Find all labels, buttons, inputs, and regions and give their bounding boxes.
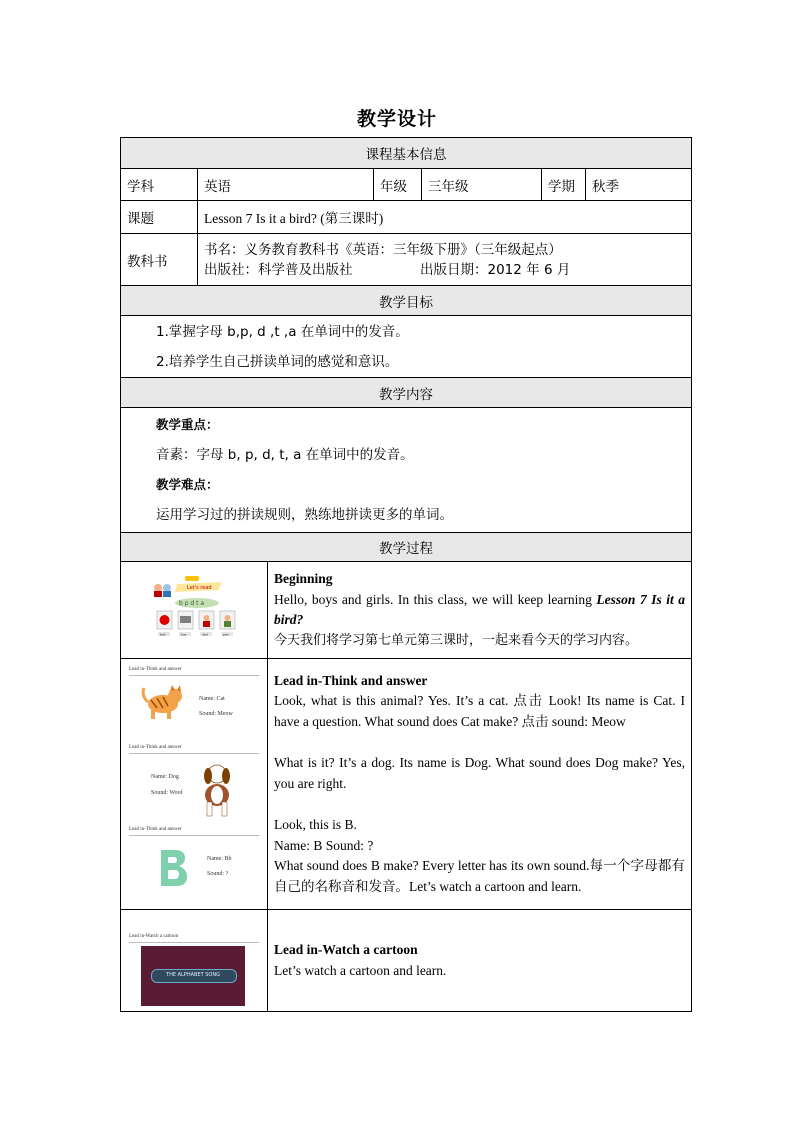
beginning-chinese: 今天我们将学习第七单元第三课时，一起来看今天的学习内容。 [274,632,639,648]
slide-word: bus [181,632,187,637]
beginning-slide-image [121,562,267,654]
slide-title: Lead in-Watch a cartoon [129,933,179,939]
topic-value: Lesson 7 Is it a bird? (第三课时) [198,201,692,234]
key-point-text: 音素：字母 b, p, d, t, a 在单词中的发音。 [156,447,414,463]
goals-list [121,316,692,378]
section-header-goals: 教学目标 [121,286,692,316]
think-paragraph: What is it? It’s a dog. Its name is Dog. What sound does Dog make? Yes, you are right. [274,755,686,791]
section-header-content: 教学内容 [121,378,692,408]
subject-value: 英语 [198,169,374,201]
letter-b-icon [157,848,189,888]
slide-cat [127,666,261,744]
slide-sound: Sound: ? [207,871,229,877]
section-header-basic: 课程基本信息 [121,138,692,169]
section-header-process: 教学过程 [121,533,692,562]
slide-name: Name: Bb [207,856,232,862]
publish-date: 出版日期：2012 年 6 月 [420,261,571,278]
think-text [268,659,692,910]
think-slides-cell [121,659,268,910]
slide-dog [127,744,261,826]
think-paragraph: What sound does B make? Every letter has its own sound.每一个字母都有自己的名称音和发音。Let’s watch a cartoon and learn. [274,858,686,894]
term-label: 学期 [542,169,586,201]
dog-icon [199,762,235,818]
slide-sound: Sound: Woof [151,790,183,796]
beginning-greeting: Hello, boys and girls. In this class, we will keep learning [274,591,597,607]
cartoon-title: Lead in-Watch a cartoon [274,942,418,957]
difficulty-label: 教学难点： [156,477,219,492]
difficulty-text: 运用学习过的拼读规则，熟练地拼读更多的单词。 [156,507,453,523]
cartoon-slide-cell [121,910,268,1012]
textbook-label: 教科书 [121,234,198,286]
think-title: Lead in-Think and answer [274,672,428,688]
cartoon-video-thumbnail[interactable] [141,946,245,1006]
slide-title: Lead in-Think and answer [129,827,182,832]
beginning-paragraph [274,590,685,631]
think-paragraph: Name: B Sound: ? [274,837,374,853]
grade-label: 年级 [374,169,422,201]
cartoon-text [268,910,692,1012]
topic-label: 课题 [121,201,198,234]
publisher: 出版社：科学普及出版社 [204,261,353,278]
textbook-title: 书名：义务教育教科书《英语：三年级下册》（三年级起点） [204,241,562,258]
cat-icon [141,684,185,722]
key-point-label: 教学重点： [156,417,219,432]
slide-name: Name: Cat [199,696,225,702]
publisher-row [204,260,685,280]
lesson-plan-table [120,137,692,1012]
textbook-info [198,234,692,286]
grade-value: 三年级 [422,169,542,201]
slide-b [127,826,261,906]
slide-name: Name: Dog [151,774,179,780]
cartoon-paragraph: Let’s watch a cartoon and learn. [274,962,447,978]
beginning-title: Beginning [274,571,333,586]
slide-title: Lead in-Think and answer [129,745,182,750]
slide-sound: Sound: Meow [199,711,233,717]
lesson-name: Lesson 7 Is it a bird? [274,591,686,627]
content-body [121,408,692,533]
slide-title: Lead in-Think and answer [129,667,182,672]
subject-label: 学科 [121,169,198,201]
think-paragraph: Look, what is this animal? Yes. It’s a cat. 点击 Look! Its name is Cat. I have a question. What sound does Cat make? 点击 sound: Meow [274,693,686,729]
document-title: 教学设计 [356,108,437,130]
beginning-slide-cell [121,562,268,659]
beginning-text [268,562,692,659]
slide-word: ball [160,632,166,637]
slide-cartoon [127,916,261,1010]
think-paragraph: Look, this is B. [274,817,357,833]
slide-word: pen [223,632,229,637]
cartoon-banner: THE ALPHABET SONG [166,971,220,978]
goal-item: 1.掌握字母 b,p, d ,t ,a 在单词中的发音。 [156,323,409,340]
slide-letters: b p d t a [179,600,205,607]
goal-item: 2.培养学生自己拼读单词的感觉和意识。 [156,353,399,370]
slide-word: dad [202,632,208,637]
term-value: 秋季 [586,169,692,201]
slide-badge: Let's read [187,585,212,591]
